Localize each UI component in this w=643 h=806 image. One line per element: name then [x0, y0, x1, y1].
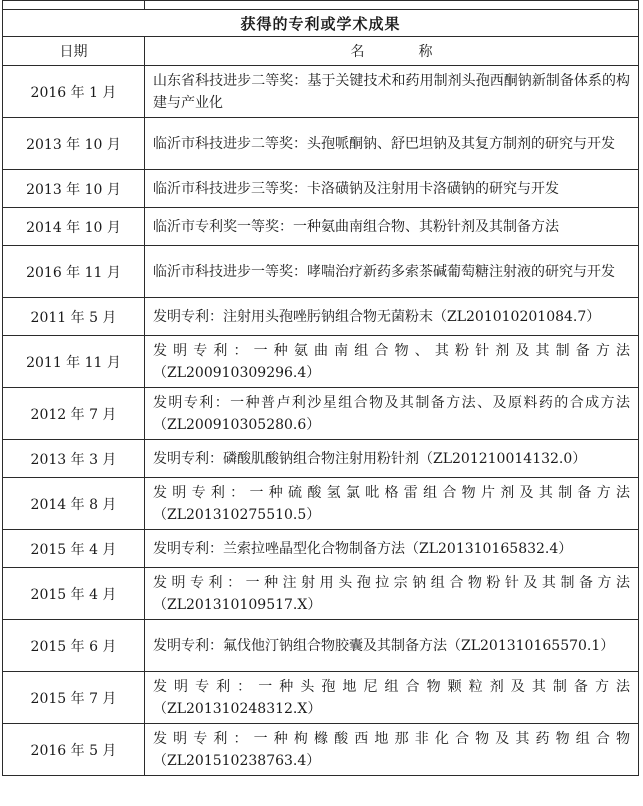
row-date: 2014 年 10 月: [3, 208, 145, 246]
table-row: [3, 118, 639, 170]
row-name: 临沂市科技进步三等奖：卡洛磺钠及注射用卡洛磺钠的研究与开发: [145, 170, 639, 208]
row-date: 2016 年 5 月: [3, 724, 145, 776]
table-row: [3, 530, 639, 568]
table-row: [3, 246, 639, 298]
row-name: 发明专利：注射用头孢唑肟钠组合物无菌粉末（ZL201010201084.7）: [145, 298, 639, 336]
row-date: 2013 年 10 月: [3, 170, 145, 208]
row-name: 发明专利：一种氨曲南组合物、其粉针剂及其制备方法（ZL200910309296.4）: [145, 336, 639, 388]
achievements-document: [2, 0, 638, 776]
row-name: 发明专利：一种注射用头孢拉宗钠组合物粉针及其制备方法（ZL201310109517.X）: [145, 568, 639, 620]
table-row: [3, 66, 639, 118]
header-row: [3, 37, 639, 66]
row-name: 发明专利：兰索拉唑晶型化合物制备方法（ZL201310165832.4）: [145, 530, 639, 568]
row-name: 发明专利：一种普卢利沙星组合物及其制备方法、及原料药的合成方法（ZL200910305280.6）: [145, 388, 639, 440]
row-date: 2013 年 10 月: [3, 118, 145, 170]
row-name: 山东省科技进步二等奖：基于关键技术和药用制剂头孢西酮钠新制备体系的构建与产业化: [145, 66, 639, 118]
table-row: [3, 478, 639, 530]
column-header-name: 名 称: [145, 37, 639, 66]
row-date: 2012 年 7 月: [3, 388, 145, 440]
row-name: 发明专利：氟伐他汀钠组合物胶囊及其制备方法（ZL201310165570.1）: [145, 620, 639, 672]
row-date: 2015 年 4 月: [3, 568, 145, 620]
row-date: 2015 年 7 月: [3, 672, 145, 724]
table-row: [3, 298, 639, 336]
table-row: [3, 620, 639, 672]
row-date: 2015 年 4 月: [3, 530, 145, 568]
achievements-table: [2, 0, 639, 776]
row-name: 发明专利：一种硫酸氢氯吡格雷组合物片剂及其制备方法（ZL201310275510.5）: [145, 478, 639, 530]
row-date: 2014 年 8 月: [3, 478, 145, 530]
table-row: [3, 724, 639, 776]
row-name: 临沂市科技进步一等奖：哮喘治疗新药多索茶碱葡萄糖注射液的研究与开发: [145, 246, 639, 298]
table-row: [3, 336, 639, 388]
row-name: 发明专利：一种头孢地尼组合物颗粒剂及其制备方法（ZL201310248312.X）: [145, 672, 639, 724]
table-top-edge: [3, 1, 639, 10]
row-date: 2011 年 11 月: [3, 336, 145, 388]
table-row: [3, 440, 639, 478]
table-row: [3, 208, 639, 246]
row-name: 发明专利：磷酸肌酸钠组合物注射用粉针剂（ZL201210014132.0）: [145, 440, 639, 478]
row-date: 2016 年 1 月: [3, 66, 145, 118]
row-date: 2016 年 11 月: [3, 246, 145, 298]
row-name: 临沂市专利奖一等奖：一种氨曲南组合物、其粉针剂及其制备方法: [145, 208, 639, 246]
title-row: [3, 10, 639, 37]
table-row: [3, 568, 639, 620]
row-name: 发明专利：一种枸橼酸西地那非化合物及其药物组合物（ZL201510238763.4）: [145, 724, 639, 776]
row-date: 2011 年 5 月: [3, 298, 145, 336]
table-title: 获得的专利或学术成果: [3, 10, 639, 37]
table-row: [3, 170, 639, 208]
row-name: 临沂市科技进步二等奖：头孢哌酮钠、舒巴坦钠及其复方制剂的研究与开发: [145, 118, 639, 170]
table-row: [3, 672, 639, 724]
row-date: 2013 年 3 月: [3, 440, 145, 478]
column-header-date: 日期: [3, 37, 145, 66]
table-row: [3, 388, 639, 440]
row-date: 2015 年 6 月: [3, 620, 145, 672]
